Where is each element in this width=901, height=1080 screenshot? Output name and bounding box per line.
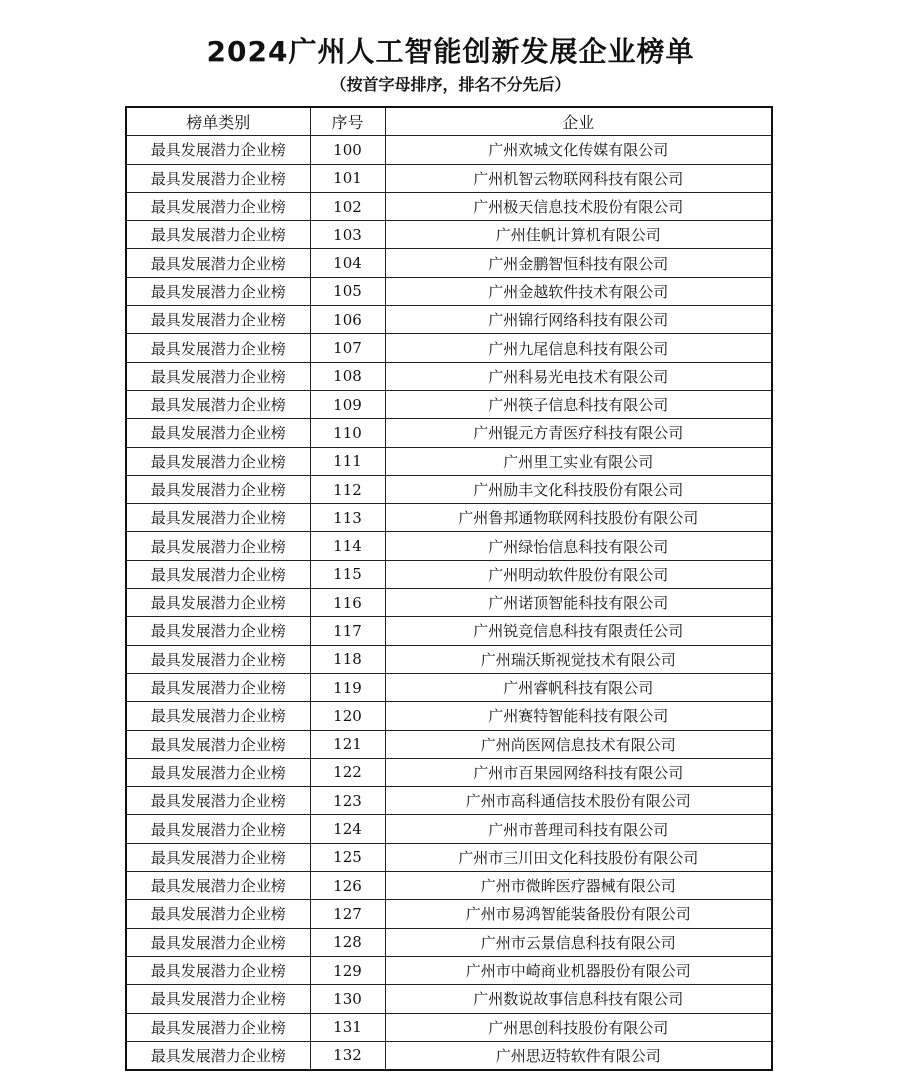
cell-company: 广州绿怡信息科技有限公司 — [385, 532, 772, 560]
cell-category: 最具发展潜力企业榜 — [126, 136, 310, 164]
table-row — [126, 334, 772, 362]
cell-category: 最具发展潜力企业榜 — [126, 447, 310, 475]
cell-company: 广州九尾信息科技有限公司 — [385, 334, 772, 362]
cell-company: 广州励丰文化科技股份有限公司 — [385, 475, 772, 503]
page-title: 2024广州人工智能创新发展企业榜单 — [206, 35, 695, 68]
cell-company: 广州市高科通信技术股份有限公司 — [385, 787, 772, 815]
cell-number: 122 — [310, 758, 385, 786]
ranking-table — [125, 106, 773, 1071]
cell-category: 最具发展潜力企业榜 — [126, 617, 310, 645]
cell-company: 广州金越软件技术有限公司 — [385, 277, 772, 305]
cell-category: 最具发展潜力企业榜 — [126, 985, 310, 1013]
cell-category: 最具发展潜力企业榜 — [126, 390, 310, 418]
table-row — [126, 390, 772, 418]
cell-number: 113 — [310, 504, 385, 532]
cell-category: 最具发展潜力企业榜 — [126, 475, 310, 503]
cell-number: 107 — [310, 334, 385, 362]
table-row — [126, 815, 772, 843]
cell-number: 100 — [310, 136, 385, 164]
table-header-row — [126, 107, 772, 136]
table-row — [126, 277, 772, 305]
cell-company: 广州欢城文化传媒有限公司 — [385, 136, 772, 164]
cell-number: 111 — [310, 447, 385, 475]
cell-category: 最具发展潜力企业榜 — [126, 249, 310, 277]
cell-category: 最具发展潜力企业榜 — [126, 419, 310, 447]
cell-category: 最具发展潜力企业榜 — [126, 1041, 310, 1070]
cell-category: 最具发展潜力企业榜 — [126, 730, 310, 758]
cell-number: 109 — [310, 390, 385, 418]
cell-number: 112 — [310, 475, 385, 503]
header-category: 榜单类别 — [126, 107, 310, 136]
table-row — [126, 164, 772, 192]
cell-company: 广州思创科技股份有限公司 — [385, 1013, 772, 1041]
cell-category: 最具发展潜力企业榜 — [126, 362, 310, 390]
table-row — [126, 673, 772, 701]
table-row — [126, 928, 772, 956]
table-row — [126, 843, 772, 871]
table-row — [126, 730, 772, 758]
cell-company: 广州鲁邦通物联网科技股份有限公司 — [385, 504, 772, 532]
cell-company: 广州市三川田文化科技股份有限公司 — [385, 843, 772, 871]
cell-number: 106 — [310, 306, 385, 334]
cell-category: 最具发展潜力企业榜 — [126, 504, 310, 532]
cell-category: 最具发展潜力企业榜 — [126, 900, 310, 928]
cell-category: 最具发展潜力企业榜 — [126, 1013, 310, 1041]
cell-company: 广州诺顶智能科技有限公司 — [385, 589, 772, 617]
cell-category: 最具发展潜力企业榜 — [126, 334, 310, 362]
cell-category: 最具发展潜力企业榜 — [126, 872, 310, 900]
cell-company: 广州数说故事信息科技有限公司 — [385, 985, 772, 1013]
cell-category: 最具发展潜力企业榜 — [126, 815, 310, 843]
cell-company: 广州筷子信息科技有限公司 — [385, 390, 772, 418]
cell-category: 最具发展潜力企业榜 — [126, 928, 310, 956]
table-row — [126, 702, 772, 730]
cell-category: 最具发展潜力企业榜 — [126, 645, 310, 673]
table-row — [126, 532, 772, 560]
cell-company: 广州锟元方青医疗科技有限公司 — [385, 419, 772, 447]
cell-number: 121 — [310, 730, 385, 758]
table-row — [126, 956, 772, 984]
cell-company: 广州市易鸿智能装备股份有限公司 — [385, 900, 772, 928]
table-row — [126, 419, 772, 447]
cell-company: 广州里工实业有限公司 — [385, 447, 772, 475]
cell-company: 广州金鹏智恒科技有限公司 — [385, 249, 772, 277]
table-row — [126, 221, 772, 249]
cell-category: 最具发展潜力企业榜 — [126, 221, 310, 249]
cell-number: 130 — [310, 985, 385, 1013]
table-row — [126, 787, 772, 815]
table-row — [126, 447, 772, 475]
cell-company: 广州明动软件股份有限公司 — [385, 560, 772, 588]
cell-number: 129 — [310, 956, 385, 984]
table-body — [126, 136, 772, 1070]
cell-company: 广州思迈特软件有限公司 — [385, 1041, 772, 1070]
table-row — [126, 1013, 772, 1041]
cell-number: 127 — [310, 900, 385, 928]
table-row — [126, 589, 772, 617]
cell-company: 广州锐竞信息科技有限责任公司 — [385, 617, 772, 645]
table-row — [126, 617, 772, 645]
cell-number: 128 — [310, 928, 385, 956]
cell-company: 广州锦行网络科技有限公司 — [385, 306, 772, 334]
cell-number: 125 — [310, 843, 385, 871]
cell-category: 最具发展潜力企业榜 — [126, 560, 310, 588]
cell-number: 102 — [310, 192, 385, 220]
cell-category: 最具发展潜力企业榜 — [126, 787, 310, 815]
cell-number: 120 — [310, 702, 385, 730]
cell-number: 114 — [310, 532, 385, 560]
table-row — [126, 362, 772, 390]
cell-company: 广州市中崎商业机器股份有限公司 — [385, 956, 772, 984]
cell-category: 最具发展潜力企业榜 — [126, 589, 310, 617]
table-row — [126, 249, 772, 277]
cell-category: 最具发展潜力企业榜 — [126, 956, 310, 984]
cell-company: 广州瑞沃斯视觉技术有限公司 — [385, 645, 772, 673]
cell-number: 131 — [310, 1013, 385, 1041]
cell-category: 最具发展潜力企业榜 — [126, 673, 310, 701]
table-row — [126, 475, 772, 503]
cell-company: 广州尚医网信息技术有限公司 — [385, 730, 772, 758]
cell-number: 104 — [310, 249, 385, 277]
cell-company: 广州睿帆科技有限公司 — [385, 673, 772, 701]
table-row — [126, 645, 772, 673]
cell-company: 广州赛特智能科技有限公司 — [385, 702, 772, 730]
cell-company: 广州市普理司科技有限公司 — [385, 815, 772, 843]
cell-category: 最具发展潜力企业榜 — [126, 277, 310, 305]
cell-number: 115 — [310, 560, 385, 588]
cell-number: 101 — [310, 164, 385, 192]
table-row — [126, 872, 772, 900]
cell-category: 最具发展潜力企业榜 — [126, 164, 310, 192]
cell-number: 116 — [310, 589, 385, 617]
table-row — [126, 504, 772, 532]
cell-category: 最具发展潜力企业榜 — [126, 758, 310, 786]
cell-number: 124 — [310, 815, 385, 843]
cell-number: 126 — [310, 872, 385, 900]
cell-number: 110 — [310, 419, 385, 447]
table-row — [126, 192, 772, 220]
cell-company: 广州市微眸医疗器械有限公司 — [385, 872, 772, 900]
cell-company: 广州极天信息技术股份有限公司 — [385, 192, 772, 220]
header-company: 企业 — [385, 107, 772, 136]
cell-company: 广州科易光电技术有限公司 — [385, 362, 772, 390]
cell-category: 最具发展潜力企业榜 — [126, 702, 310, 730]
cell-number: 108 — [310, 362, 385, 390]
cell-company: 广州佳帆计算机有限公司 — [385, 221, 772, 249]
header-number: 序号 — [310, 107, 385, 136]
cell-number: 118 — [310, 645, 385, 673]
cell-number: 132 — [310, 1041, 385, 1070]
cell-company: 广州机智云物联网科技有限公司 — [385, 164, 772, 192]
page-subtitle: （按首字母排序，排名不分先后） — [330, 75, 571, 94]
cell-category: 最具发展潜力企业榜 — [126, 306, 310, 334]
table-row — [126, 306, 772, 334]
cell-category: 最具发展潜力企业榜 — [126, 843, 310, 871]
table-row — [126, 900, 772, 928]
cell-number: 123 — [310, 787, 385, 815]
cell-company: 广州市百果园网络科技有限公司 — [385, 758, 772, 786]
cell-category: 最具发展潜力企业榜 — [126, 532, 310, 560]
cell-number: 119 — [310, 673, 385, 701]
cell-number: 105 — [310, 277, 385, 305]
cell-number: 117 — [310, 617, 385, 645]
table-row — [126, 985, 772, 1013]
cell-category: 最具发展潜力企业榜 — [126, 192, 310, 220]
cell-number: 103 — [310, 221, 385, 249]
table-row — [126, 560, 772, 588]
table-row — [126, 136, 772, 164]
table-row — [126, 1041, 772, 1070]
cell-company: 广州市云景信息科技有限公司 — [385, 928, 772, 956]
table-row — [126, 758, 772, 786]
